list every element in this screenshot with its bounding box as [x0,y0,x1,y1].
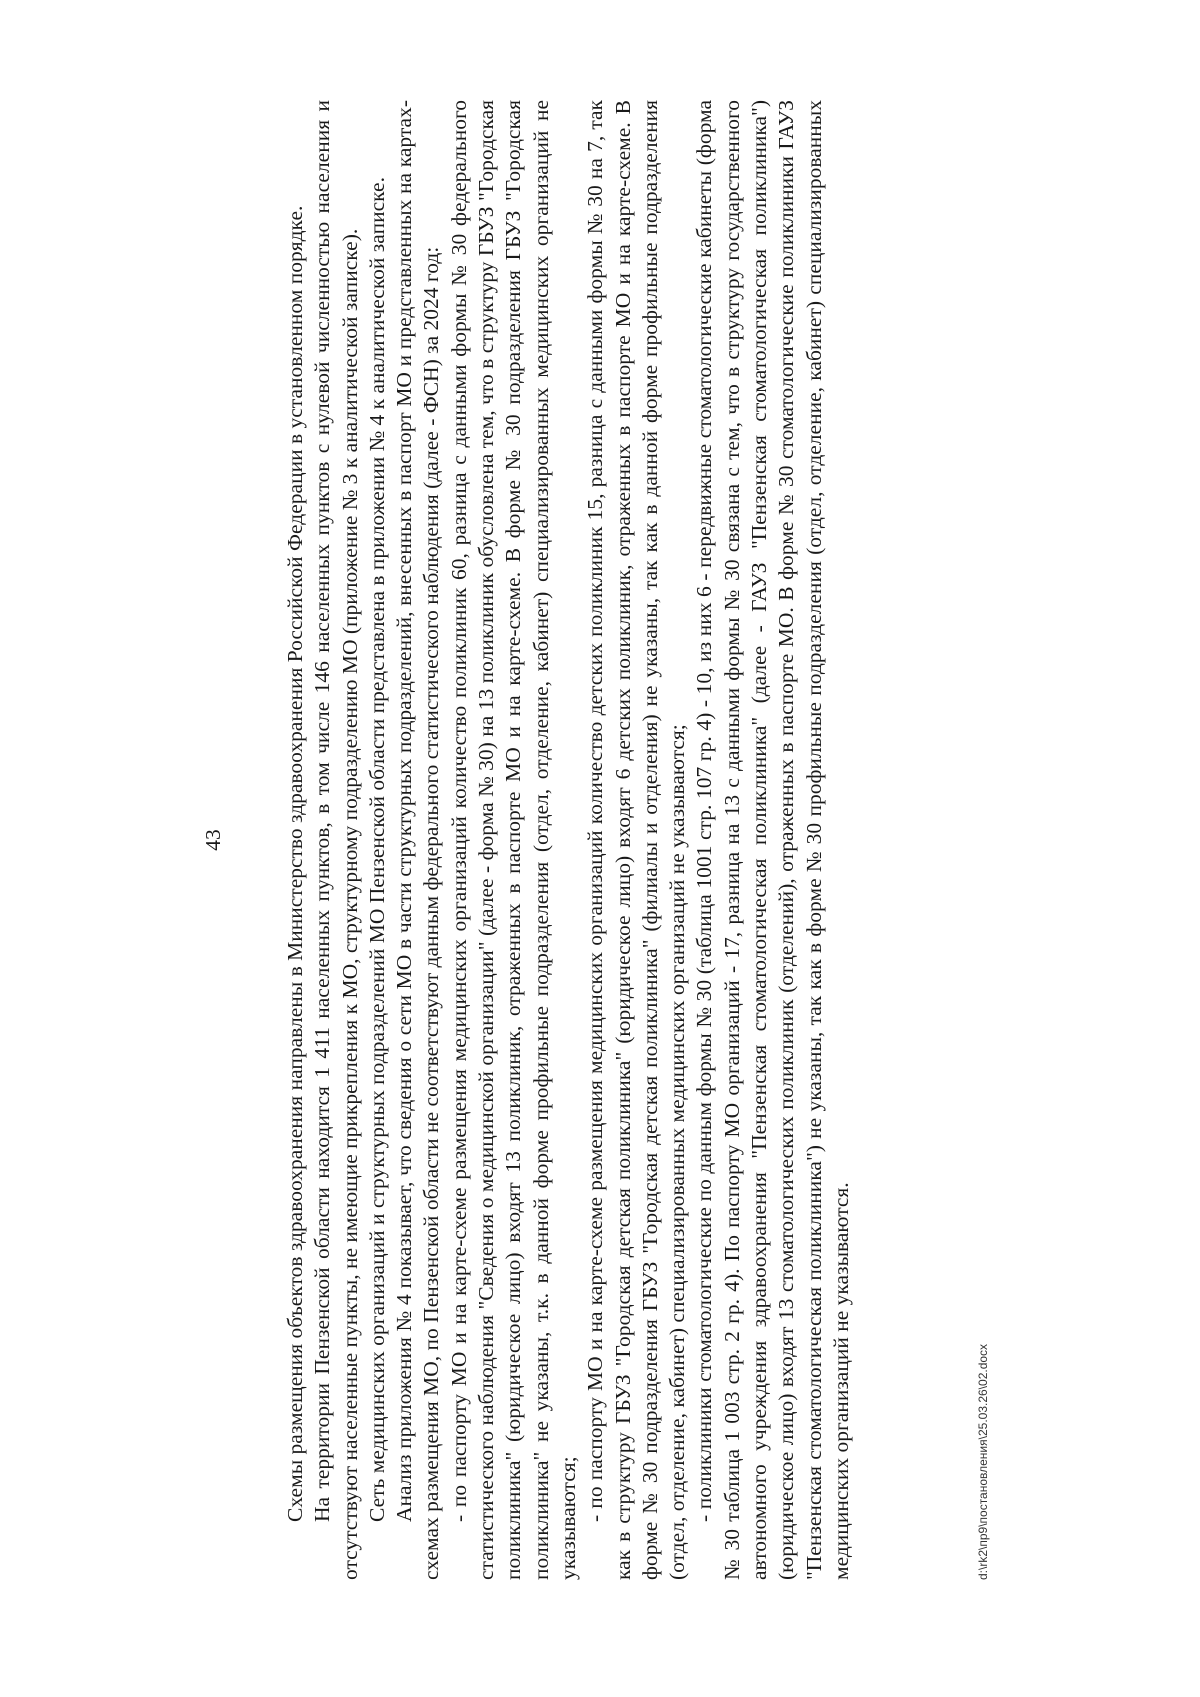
paragraph-settlements: На территории Пензенской области находится 1 411 населенных пунктов, в том числе 146 населенных пунктов с нулевой численностью населения и отсутствуют населенные пункты, не имеющие прикрепления к МО, структурному подразделению МО (приложение № 3 к аналитической записке). [310,100,362,1580]
rotated-content [200,100,1000,1580]
paragraph-analysis: Анализ приложения № 4 показывает, что сведения о сети МО в части структурных подразделений, внесенных в паспорт МО и представленных на картах-схемах размещения МО, по Пензенской области не соответствуют данным федерального статистического наблюдения (далее - ФСН) за 2024 год: [392,100,444,1580]
paragraph-children-polyclinics: - по паспорту МО и на карте-схеме размещения медицинских организаций количество детских поликлиник 15, разница с данными формы № 30 на 7, так как в структуру ГБУЗ "Городская детская поликлиника" (юридическое лицо) входят 6 детских поликлиник, отраженных в паспорте МО и на карте-схеме. В форме № 30 подразделения ГБУЗ "Городская детская поликлиника" (филиалы и отделения) не указаны, так как в данной форме профильные подразделения (отдел, отделение, кабинет) специализированных медицинских организаций не указываются; [583,100,690,1580]
paragraph-network: Сеть медицинских организаций и структурных подразделений МО Пензенской области представлена в приложении № 4 к аналитической записке. [364,177,389,1522]
paragraph-routing-schemes: Схемы размещения объектов здравоохранения направлены в Министерство здравоохранения Российской Федерации в установленном порядке. [283,205,307,1522]
paragraph-polyclinics: - по паспорту МО и на карте-схеме размещения медицинских организаций количество поликлиник 60, разница с данными формы № 30 федерального статистического наблюдения "Сведения о медицинской организации" (далее - форма № 30) на 13 поликлиник обусловлена тем, что в структуру ГБУЗ "Городская поликлиника" (юридическое лицо) входят 13 поликлиник, отраженных в паспорте МО и на карте-схеме. В форме № 30 подразделения ГБУЗ "Городская поликлиника" не указаны, т.к. в данной форме профильные подразделения (отдел, отделение, кабинет) специализированных медицинских организаций не указываются; [446,100,580,1580]
paragraph-dental-polyclinics: - поликлиники стоматологические по данным формы № 30 (таблица 1001 стр. 107 гр. 4) - 10, из них 6 - передвижные стоматологические кабинеты (форма № 30 таблица 1 003 стр. 2 гр. 4). По паспорту МО организаций - 17, разница на 13 с данными формы № 30 связана с тем, что в структуру государственного автономного учреждения здравоохранения "Пензенская стоматологическая поликлиника" (далее - ГАУЗ "Пензенская стоматологическая поликлиника") (юридическое лицо) входят 13 стоматологических поликлиник (отделений), отраженных в паспорте МО. В форме № 30 стоматологические поликлиники ГАУЗ "Пензенская стоматологическая поликлиника") не указаны, так как в форме № 30 профильные подразделения (отдел, отделение, кабинет) специализированных медицинских организаций не указываются. [692,100,853,1580]
page-number: 43 [201,829,225,851]
document-body [282,100,855,1580]
file-path-footer: d:\rk2\пр9\постановления\25.03.26\02.docx [976,1343,990,1580]
